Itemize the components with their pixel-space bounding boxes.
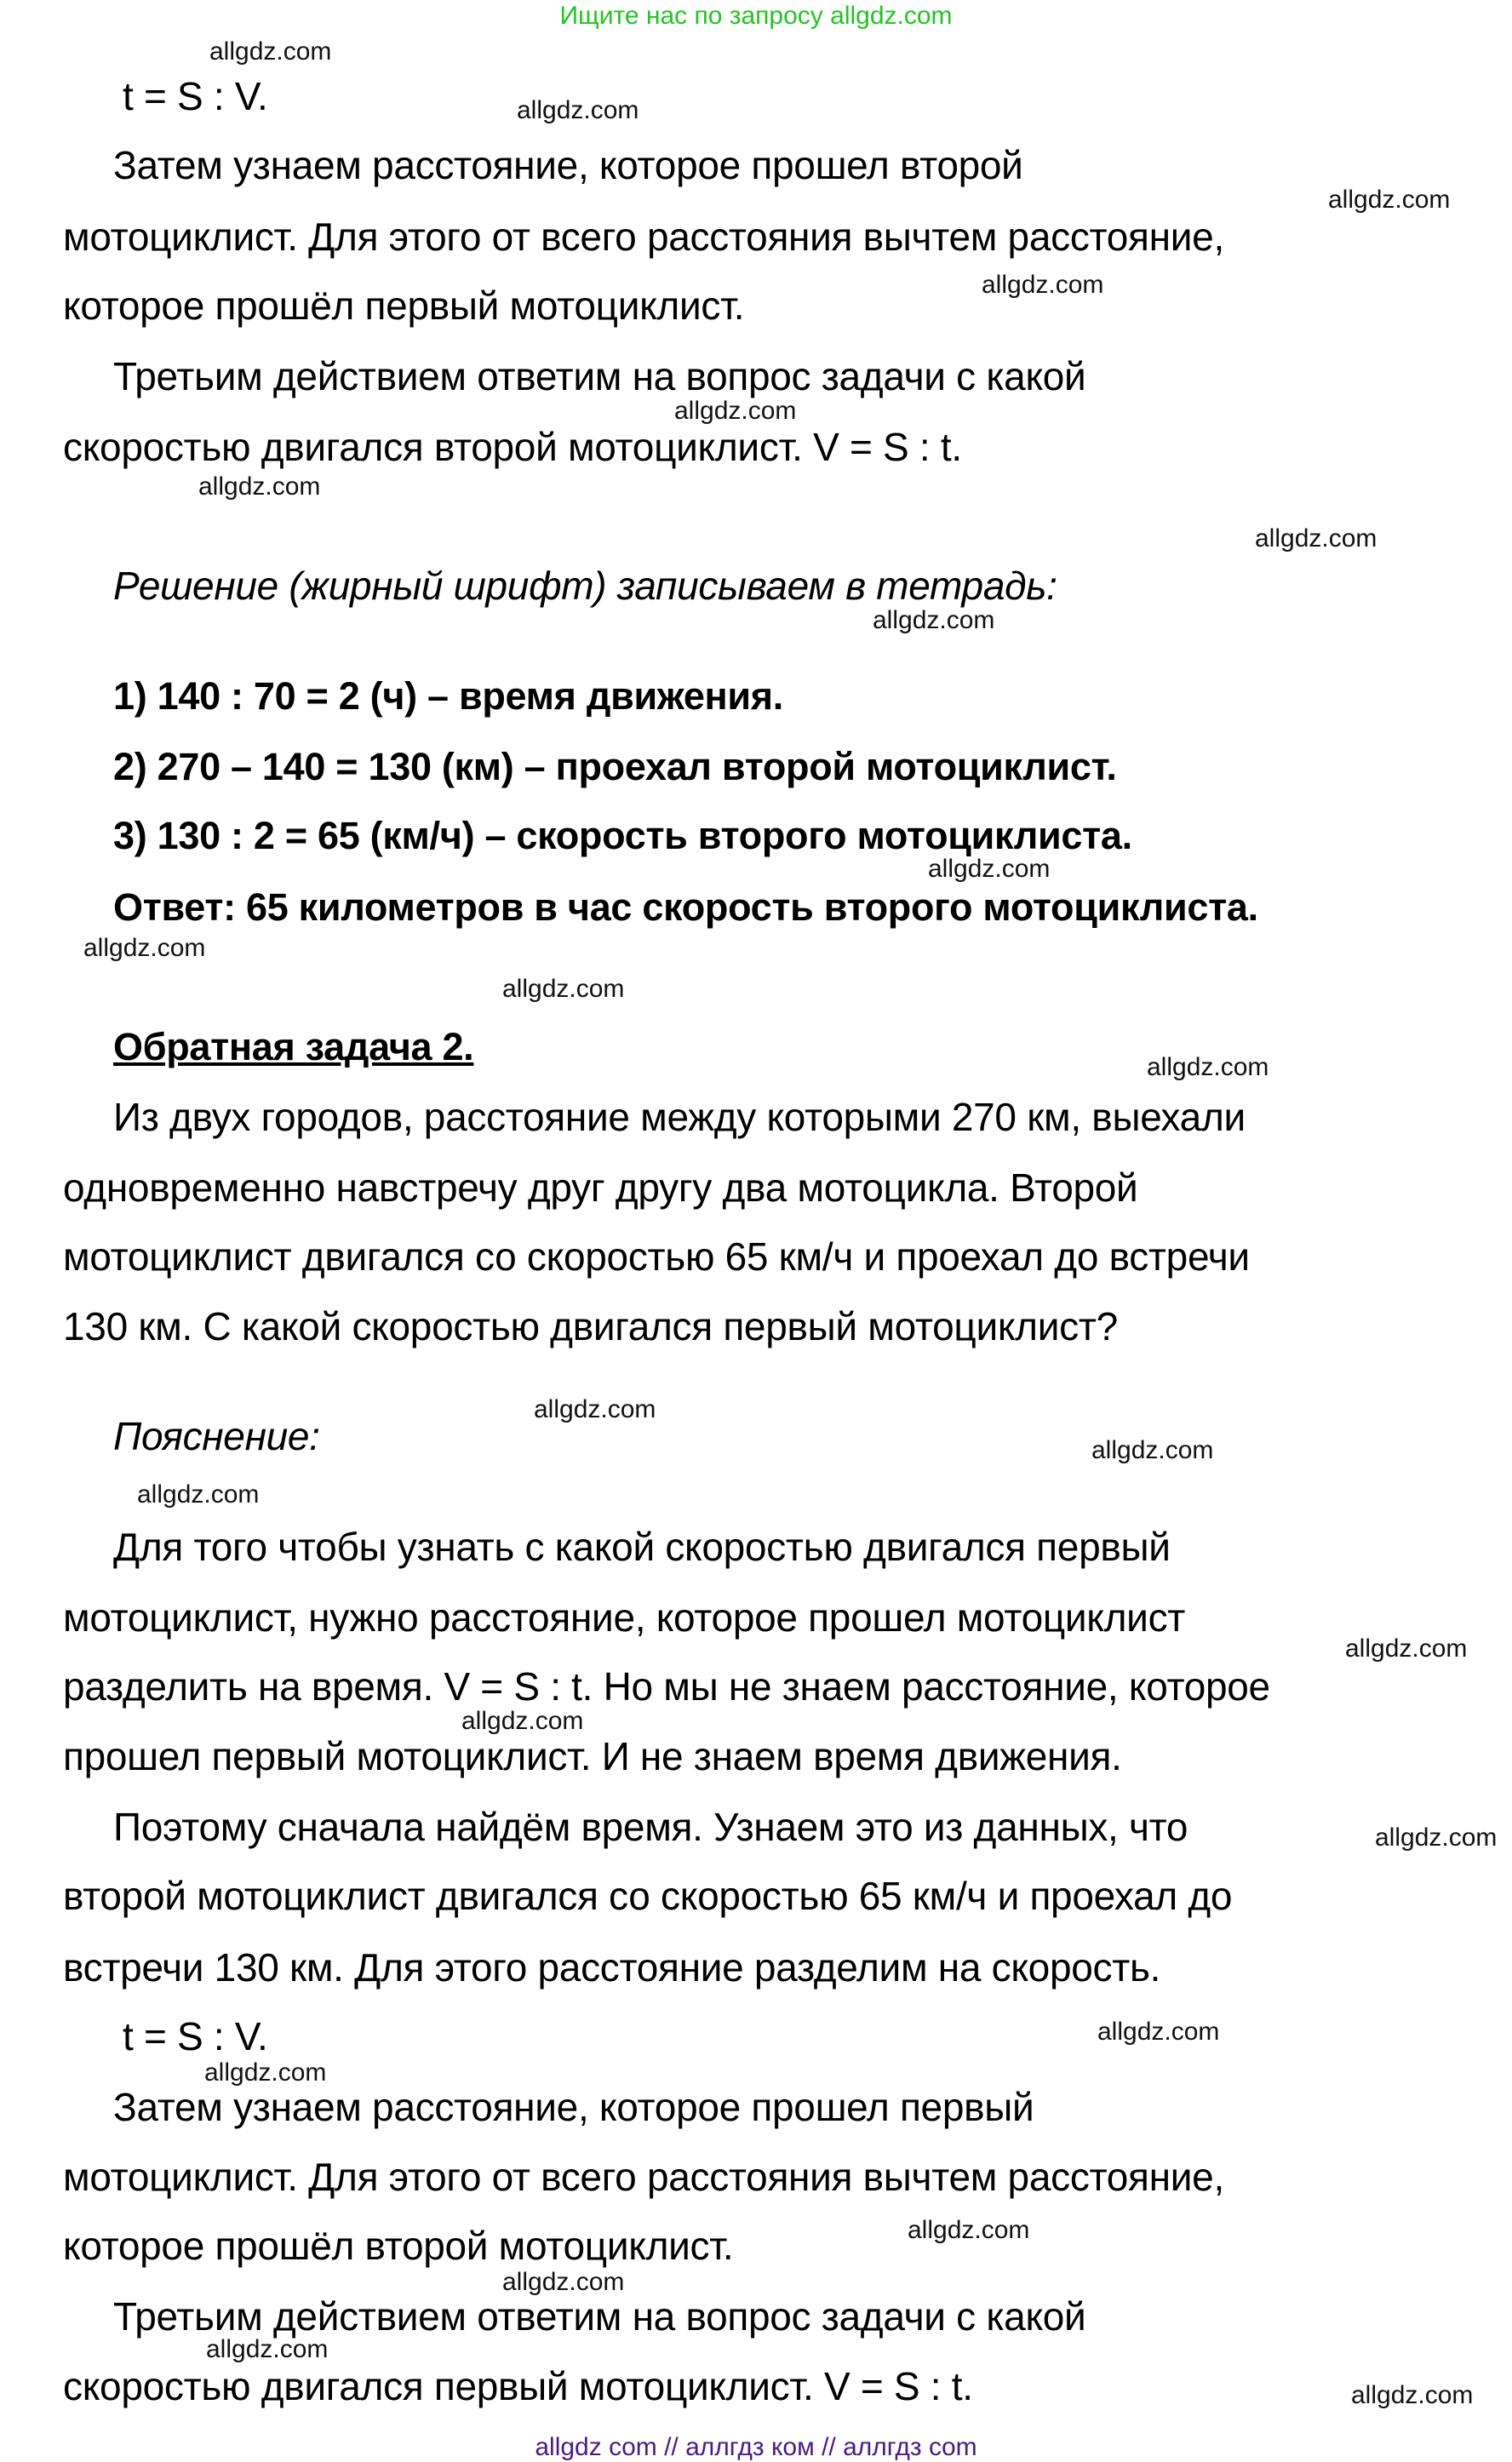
- watermark: allgdz.com: [209, 37, 332, 66]
- watermark: allgdz.com: [1351, 2381, 1474, 2409]
- task-title: Обратная задача 2.: [113, 1025, 474, 1068]
- text-line: которое прошёл первый мотоциклист.: [63, 283, 745, 328]
- text-line: Для того чтобы узнать с какой скоростью двигался первый: [113, 1525, 1171, 1569]
- watermark: allgdz.com: [198, 472, 321, 501]
- watermark: allgdz.com: [1255, 524, 1377, 553]
- watermark: allgdz.com: [517, 96, 639, 124]
- solution-step-3: 3) 130 : 2 = 65 (км/ч) – скорость второго мотоциклиста.: [113, 814, 1132, 857]
- watermark: allgdz.com: [1375, 1824, 1498, 1852]
- text-line: Третьим действием ответим на вопрос задачи с какой: [113, 354, 1086, 398]
- text-line: мотоциклист. Для этого от всего расстояния вычтем расстояние,: [63, 2155, 1224, 2199]
- answer: Ответ: 65 километров в час скорость второго мотоциклиста.: [113, 885, 1258, 929]
- text-line: Из двух городов, расстояние между которыми 270 км, выехали: [113, 1095, 1246, 1139]
- watermark: allgdz.com: [206, 2335, 329, 2363]
- watermark: allgdz.com: [204, 2058, 327, 2087]
- text-line: скоростью двигался первый мотоциклист. V = S : t.: [63, 2364, 973, 2408]
- text-line: Затем узнаем расстояние, которое прошел первый: [113, 2085, 1034, 2129]
- text-line: которое прошёл второй мотоциклист.: [63, 2224, 734, 2268]
- watermark: allgdz.com: [461, 1707, 584, 1735]
- text-line: второй мотоциклист двигался со скоростью 65 км/ч и проехал до: [63, 1874, 1233, 1918]
- solution-step-1: 1) 140 : 70 = 2 (ч) – время движения.: [113, 674, 783, 718]
- watermark: allgdz.com: [502, 2268, 625, 2296]
- watermark: allgdz.com: [502, 975, 625, 1003]
- watermark: allgdz.com: [1091, 1436, 1214, 1464]
- formula-time: t = S : V.: [123, 2014, 268, 2058]
- footer-links: allgdz com // аллгдз ком // аллгдз com: [535, 2433, 977, 2461]
- text-line: мотоциклист, нужно расстояние, которое прошел мотоциклист: [63, 1595, 1186, 1640]
- text-line: скоростью двигался второй мотоциклист. V = S : t.: [63, 425, 962, 469]
- formula-time: t = S : V.: [123, 74, 268, 118]
- watermark: allgdz.com: [1328, 186, 1451, 214]
- watermark: allgdz.com: [928, 855, 1051, 883]
- watermark: allgdz.com: [982, 271, 1104, 299]
- watermark: allgdz.com: [534, 1395, 656, 1423]
- text-line: мотоциклист двигался со скоростью 65 км/ч и проехал до встречи: [63, 1234, 1250, 1279]
- watermark: allgdz.com: [873, 606, 995, 634]
- text-line: Затем узнаем расстояние, которое прошел второй: [113, 143, 1023, 187]
- explanation-heading: Пояснение:: [113, 1414, 320, 1458]
- watermark: allgdz.com: [674, 397, 797, 425]
- text-line: Третьим действием ответим на вопрос задачи с какой: [113, 2294, 1086, 2339]
- watermark: allgdz.com: [137, 1480, 260, 1509]
- text-line: встречи 130 км. Для этого расстояние разделим на скорость.: [63, 1945, 1161, 1990]
- watermark: allgdz.com: [83, 934, 206, 962]
- solution-heading: Решение (жирный шрифт) записываем в тетрадь:: [113, 564, 1057, 608]
- watermark: allgdz.com: [1147, 1053, 1269, 1081]
- text-line: прошел первый мотоциклист. И не знаем время движения.: [63, 1734, 1122, 1778]
- watermark: allgdz.com: [1345, 1635, 1468, 1663]
- text-line: одновременно навстречу друг другу два мотоцикла. Второй: [63, 1165, 1138, 1210]
- text-line: Поэтому сначала найдём время. Узнаем это из данных, что: [113, 1805, 1188, 1849]
- text-line: мотоциклист. Для этого от всего расстояния вычтем расстояние,: [63, 215, 1224, 259]
- watermark: allgdz.com: [1097, 2018, 1220, 2046]
- watermark: allgdz.com: [908, 2216, 1030, 2244]
- solution-step-2: 2) 270 – 140 = 130 (км) – проехал второй мотоциклист.: [113, 745, 1117, 788]
- text-line: 130 км. С какой скоростью двигался первый мотоциклист?: [63, 1304, 1118, 1348]
- search-banner: Ищите нас по запросу allgdz.com: [559, 2, 953, 30]
- text-line: разделить на время. V = S : t. Но мы не знаем расстояние, которое: [63, 1664, 1270, 1709]
